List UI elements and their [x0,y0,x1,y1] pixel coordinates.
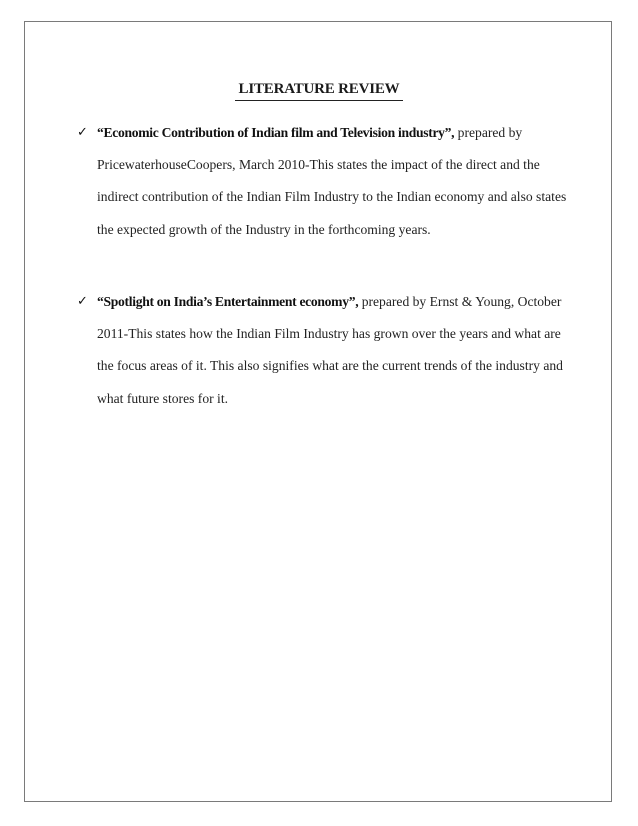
page-title [0,80,638,101]
checkmark-icon: ✓ [77,294,88,309]
list-item [77,117,567,246]
checkmark-icon: ✓ [77,125,88,140]
reference-description: prepared by Ernst & Young, October 2011-This states how the Indian Film Industry has grown over the years and what are the focus areas of it. This also signifies what are the current trends of the industry and what future stores for it. [97,294,563,406]
list-item [77,286,567,415]
reference-description: prepared by PricewaterhouseCoopers, March 2010-This states the impact of the direct and the indirect contribution of the Indian Film Industry to the Indian economy and also states the expected growth of the Industry in the forthcoming years. [97,125,567,237]
reference-title: “Spotlight on India’s Entertainment economy”, [97,294,359,309]
heading-text: LITERATURE REVIEW [235,80,404,101]
reference-title: “Economic Contribution of Indian film and Television industry”, [97,125,455,140]
